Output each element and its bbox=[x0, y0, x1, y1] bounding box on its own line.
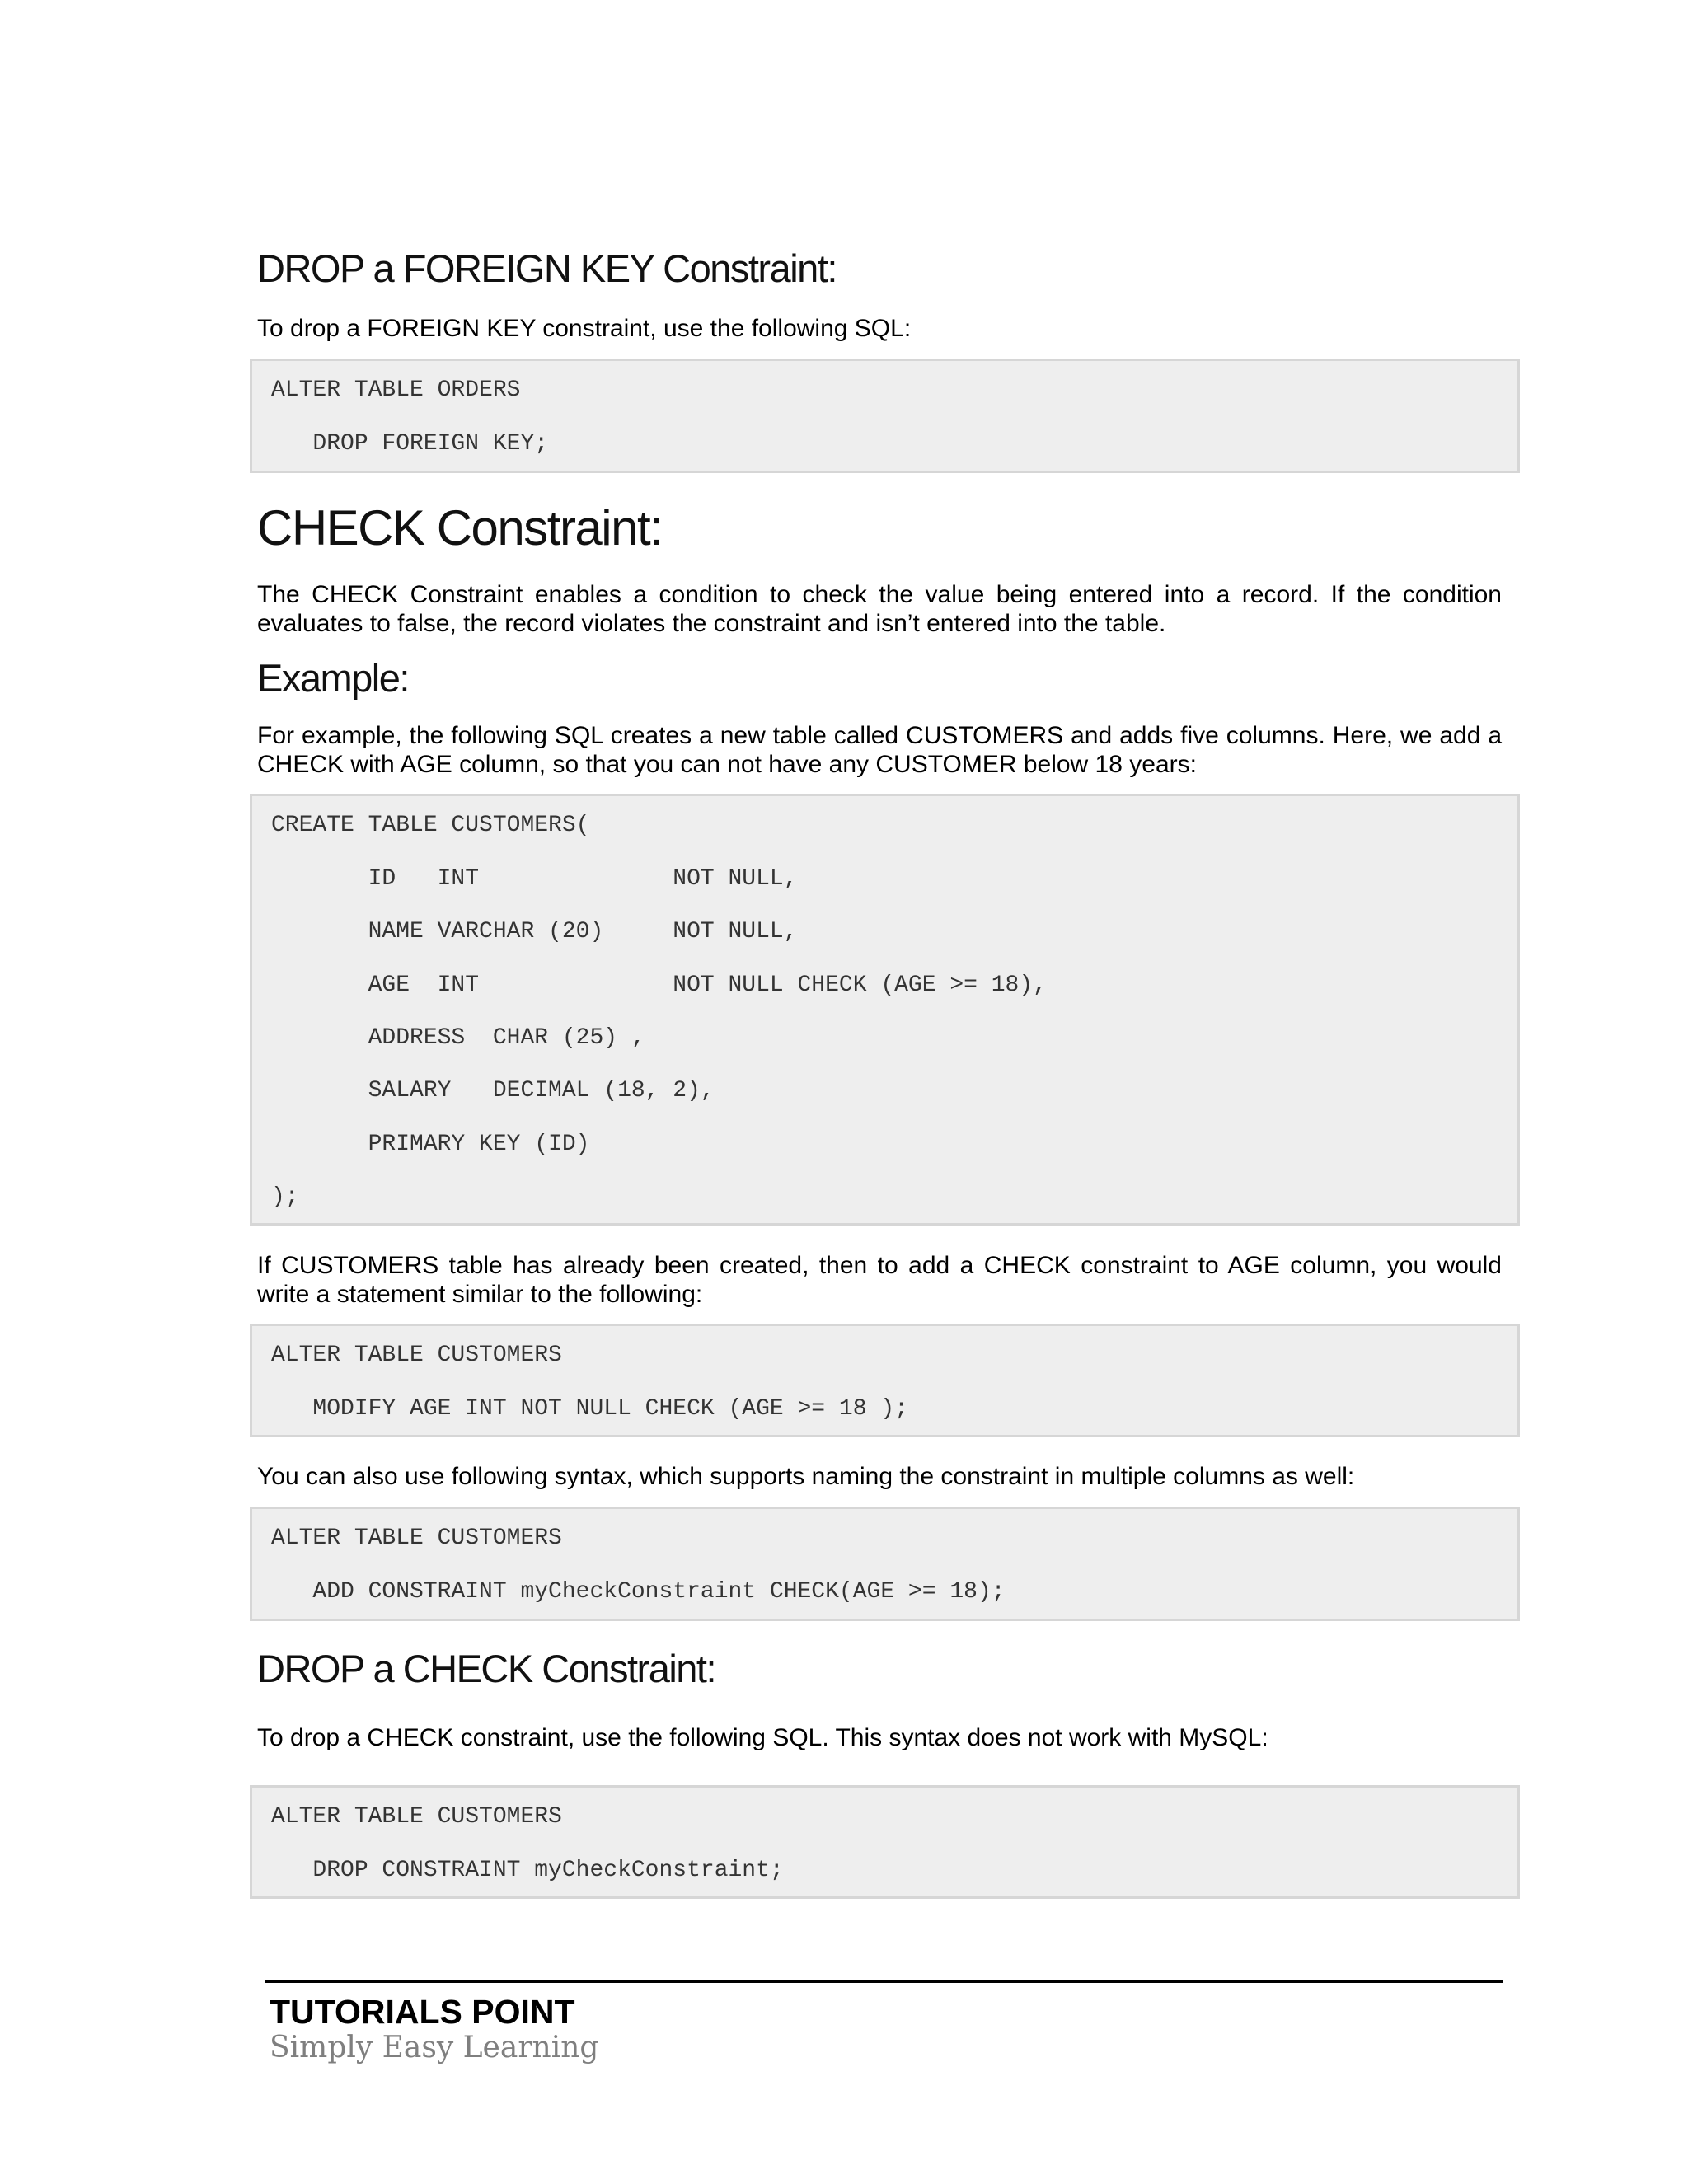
code-line: SALARY DECIMAL (18, 2), bbox=[271, 1078, 715, 1104]
code-line: NAME VARCHAR (20) NOT NULL, bbox=[271, 919, 798, 944]
example-intro: For example, the following SQL creates a new table called CUSTOMERS and adds five columns. Here, we add a CHECK with AGE column, so that you can not have any CUSTOMER below 18 years: bbox=[257, 722, 1502, 778]
code-block-add-constraint bbox=[250, 1507, 1520, 1621]
code-block-create-table bbox=[250, 794, 1520, 1226]
code-line: PRIMARY KEY (ID) bbox=[271, 1132, 590, 1157]
code-block-drop-constraint bbox=[250, 1785, 1520, 1899]
footer-divider bbox=[265, 1980, 1503, 1983]
section-heading-drop-check: DROP a CHECK Constraint: bbox=[257, 1647, 716, 1690]
code-line: DROP CONSTRAINT myCheckConstraint; bbox=[271, 1858, 784, 1883]
footer-brand: TUTORIALS POINT bbox=[270, 1993, 575, 2031]
named-constraint-intro: You can also use following syntax, which supports naming the constraint in multiple columns as well: bbox=[257, 1463, 1355, 1490]
check-constraint-description: The CHECK Constraint enables a condition to check the value being entered into a record. If the condition evaluates to false, the record violates the constraint and isn’t entered into the table. bbox=[257, 581, 1502, 637]
code-block-alter-modify bbox=[250, 1324, 1520, 1437]
code-line: ADD CONSTRAINT myCheckConstraint CHECK(AGE >= 18); bbox=[271, 1579, 1006, 1605]
code-line: MODIFY AGE INT NOT NULL CHECK (AGE >= 18 ); bbox=[271, 1396, 908, 1422]
code-block-drop-foreign-key bbox=[250, 359, 1520, 473]
code-line: ALTER TABLE CUSTOMERS bbox=[271, 1804, 562, 1830]
code-line: ALTER TABLE CUSTOMERS bbox=[271, 1526, 562, 1551]
drop-foreign-key-intro: To drop a FOREIGN KEY constraint, use the following SQL: bbox=[257, 315, 912, 342]
code-line: DROP FOREIGN KEY; bbox=[271, 431, 549, 457]
code-line: ID INT NOT NULL, bbox=[271, 866, 798, 892]
code-line: AGE INT NOT NULL CHECK (AGE >= 18), bbox=[271, 972, 1047, 998]
section-heading-example: Example: bbox=[257, 656, 409, 700]
drop-check-intro: To drop a CHECK constraint, use the following SQL. This syntax does not work with MySQL: bbox=[257, 1724, 1268, 1751]
footer-tagline: Simply Easy Learning bbox=[270, 2031, 599, 2064]
code-line: ALTER TABLE ORDERS bbox=[271, 377, 521, 403]
code-line: ADDRESS CHAR (25) , bbox=[271, 1025, 645, 1051]
section-heading-check-constraint: CHECK Constraint: bbox=[257, 500, 663, 555]
code-line: ALTER TABLE CUSTOMERS bbox=[271, 1343, 562, 1368]
code-line: ); bbox=[271, 1184, 299, 1210]
alter-intro: If CUSTOMERS table has already been created, then to add a CHECK constraint to AGE column, you would write a statement similar to the following: bbox=[257, 1252, 1502, 1308]
code-line: CREATE TABLE CUSTOMERS( bbox=[271, 813, 590, 838]
section-heading-drop-foreign-key: DROP a FOREIGN KEY Constraint: bbox=[257, 246, 837, 290]
